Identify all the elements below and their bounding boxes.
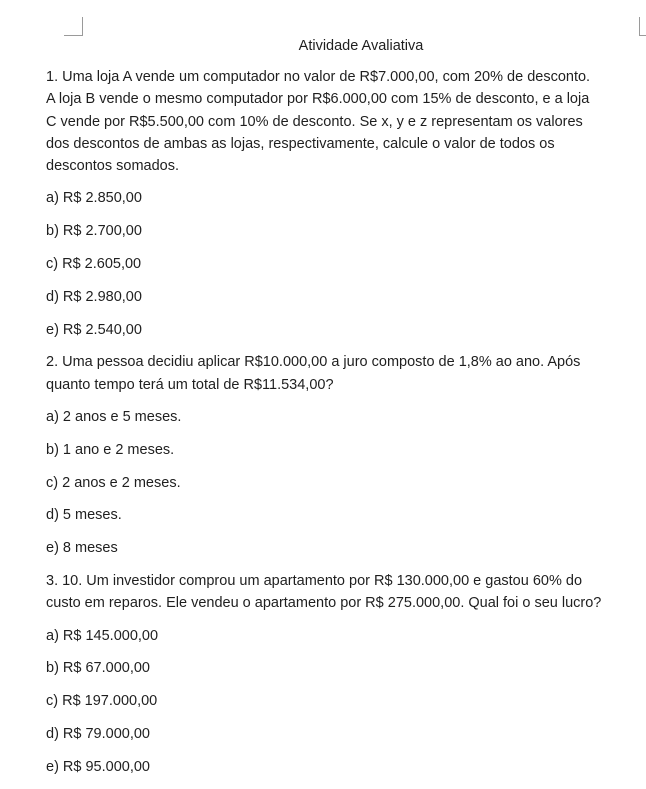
question-1-option-d: d) R$ 2.980,00 xyxy=(46,288,142,305)
question-3-option-b: b) R$ 67.000,00 xyxy=(46,660,150,677)
document-page xyxy=(46,35,640,789)
question-line: 2. Uma pessoa decidiu aplicar R$10.000,00 a juro composto de 1,8% ao ano. Após xyxy=(46,354,581,371)
question-line: 1. Uma loja A vende um computador no valor de R$7.000,00, com 20% de desconto. xyxy=(46,69,591,85)
question-2-option-b: b) 1 ano e 2 meses. xyxy=(46,441,175,458)
question-line: quanto tempo terá um total de R$11.534,00? xyxy=(46,376,334,393)
question-2-option-a: a) 2 anos e 5 meses. xyxy=(46,409,182,426)
page-corner-marker-top-left xyxy=(64,17,83,36)
question-3-text xyxy=(46,570,640,615)
question-1-option-a: a) R$ 2.850,00 xyxy=(46,190,142,207)
question-1-option-c: c) R$ 2.605,00 xyxy=(46,256,142,273)
question-line: descontos somados. xyxy=(46,158,179,175)
question-1-option-e: e) R$ 2.540,00 xyxy=(46,321,142,338)
question-3-option-d: d) R$ 79.000,00 xyxy=(46,726,150,743)
question-line: 3. 10. Um investidor comprou um apartamento por R$ 130.000,00 e gastou 60% do xyxy=(46,573,583,590)
question-3-option-a: a) R$ 145.000,00 xyxy=(46,627,159,644)
question-3-option-e: e) R$ 95.000,00 xyxy=(46,758,150,775)
question-2-option-e: e) 8 meses xyxy=(46,540,118,557)
question-line: C vende por R$5.500,00 com 10% de desconto. Se x, y e z representam os valores xyxy=(46,113,583,130)
question-3-option-c: c) R$ 197.000,00 xyxy=(46,693,158,710)
question-2-text xyxy=(46,351,640,396)
question-line: A loja B vende o mesmo computador por R$6.000,00 com 15% de desconto, e a loja xyxy=(46,91,590,108)
question-1-text xyxy=(46,66,640,177)
question-1-option-b: b) R$ 2.700,00 xyxy=(46,223,142,240)
question-2-option-c: c) 2 anos e 2 meses. xyxy=(46,474,181,491)
page-corner-marker-top-right xyxy=(639,17,646,36)
question-line: custo em reparos. Ele vendeu o apartamento por R$ 275.000,00. Qual foi o seu lucro? xyxy=(46,595,602,612)
question-2-option-d: d) 5 meses. xyxy=(46,507,122,524)
question-line: dos descontos de ambas as lojas, respectivamente, calcule o valor de todos os xyxy=(46,135,555,152)
document-title: Atividade Avaliativa xyxy=(298,38,424,54)
